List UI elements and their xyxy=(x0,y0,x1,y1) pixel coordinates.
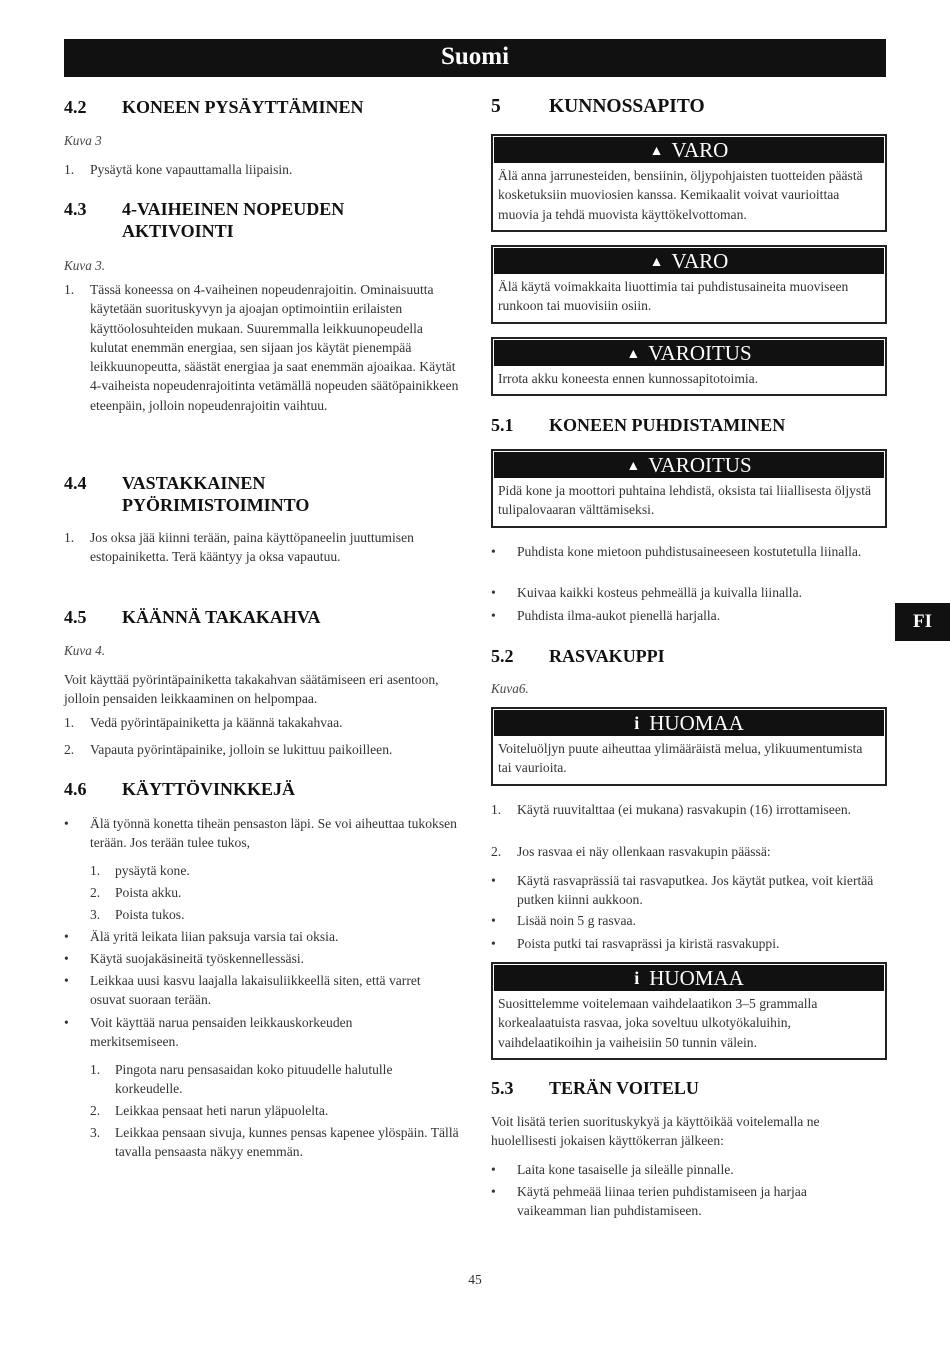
caution-text: Älä anna jarrunesteiden, bensiinin, öljypohjaisten tuotteiden päästä kosketuksiin muoviosien kanssa. Kemikaalit voivat vaurioittaa muovia ja tehdä muovista käyttökelvottoman. xyxy=(498,168,863,222)
note-box: i HUOMAA Suosittelemme voitelemaan vaihdelaatikon 3–5 grammalla korkealaatuista rasvaa, joka soveltuu ulkotyökaluihin, vaihdelaatikoihin ja vaiheisiin 50 tunnin välein. xyxy=(491,962,887,1060)
paragraph: Voit lisätä terien suorituskykyä ja käyttöikää voitelemalla ne huolellisesti jokaisen käyttökerran jälkeen: xyxy=(491,1114,820,1149)
header-title: Suomi xyxy=(440,43,510,70)
warning-box: ▲ VAROITUS Irrota akku koneesta ennen kunnossapitotoimia. xyxy=(491,337,887,396)
caution-box: ▲ VARO Älä käytä voimakkaita liuottimia tai puhdistusaineita muoviseen runkoon tai muovisiin osiin. xyxy=(491,245,887,324)
warning-box: ▲ VAROITUS Pidä kone ja moottori puhtaina lehdistä, oksista tai liiallisesta öljystä tulipalovaaran välttämiseksi. xyxy=(491,449,887,528)
caution-text: Älä käytä voimakkaita liuottimia tai puhdistusaineita muoviseen runkoon tai muovisiin osiin. xyxy=(498,279,849,314)
page-header xyxy=(64,39,886,77)
warning-triangle-icon: ▲ xyxy=(626,459,641,474)
note-text: Suosittelemme voitelemaan vaihdelaatikon 3–5 grammalla korkealaatuista rasvaa, joka soveltuu ulkotyökaluihin, vaihdelaatikoihin ja vaiheisiin 50 tunnin välein. xyxy=(498,996,818,1050)
caution-box: ▲ VARO Älä anna jarrunesteiden, bensiinin, öljypohjaisten tuotteiden päästä kosketuksiin muoviosien kanssa. Kemikaalit voivat vaurioittaa muovia ja tehdä muovista käyttökelvottoman. xyxy=(491,134,887,232)
info-icon: i xyxy=(634,713,640,733)
paragraph: Voit käyttää pyörintäpainiketta takakahvan säätämiseen eri asentoon, jolloin pensaiden leikkaaminen on helpompaa. xyxy=(64,672,439,707)
warning-triangle-icon: ▲ xyxy=(649,255,664,270)
figure-caption: Kuva 3 xyxy=(64,133,102,148)
figure-caption: Kuva6. xyxy=(491,681,529,696)
figure-caption: Kuva 3. xyxy=(64,258,106,273)
warning-triangle-icon: ▲ xyxy=(626,347,641,362)
language-tab: FI xyxy=(895,603,950,641)
warning-text: Irrota akku koneesta ennen kunnossapitotoimia. xyxy=(498,371,759,386)
note-text: Voiteluöljyn puute aiheuttaa ylimääräistä melua, ylikuumentumista tai vaurioita. xyxy=(498,741,863,776)
note-box: i HUOMAA Voiteluöljyn puute aiheuttaa ylimääräistä melua, ylikuumentumista tai vaurioita. xyxy=(491,707,887,786)
warning-triangle-icon: ▲ xyxy=(649,144,664,159)
warning-text: Pidä kone ja moottori puhtaina lehdistä, oksista tai liiallisesta öljystä tulipalovaaran välttämiseksi. xyxy=(498,483,872,518)
section-heading-4-3: 4.3 4-VAIHEINEN NOPEUDEN AKTIVOINTI xyxy=(64,199,345,241)
page-number: 45 xyxy=(468,1272,482,1287)
figure-caption: Kuva 4. xyxy=(64,643,106,658)
section-heading-4-4: 4.4 VASTAKKAINEN PYÖRIMISTOIMINTO xyxy=(64,473,310,515)
info-icon: i xyxy=(634,968,640,988)
